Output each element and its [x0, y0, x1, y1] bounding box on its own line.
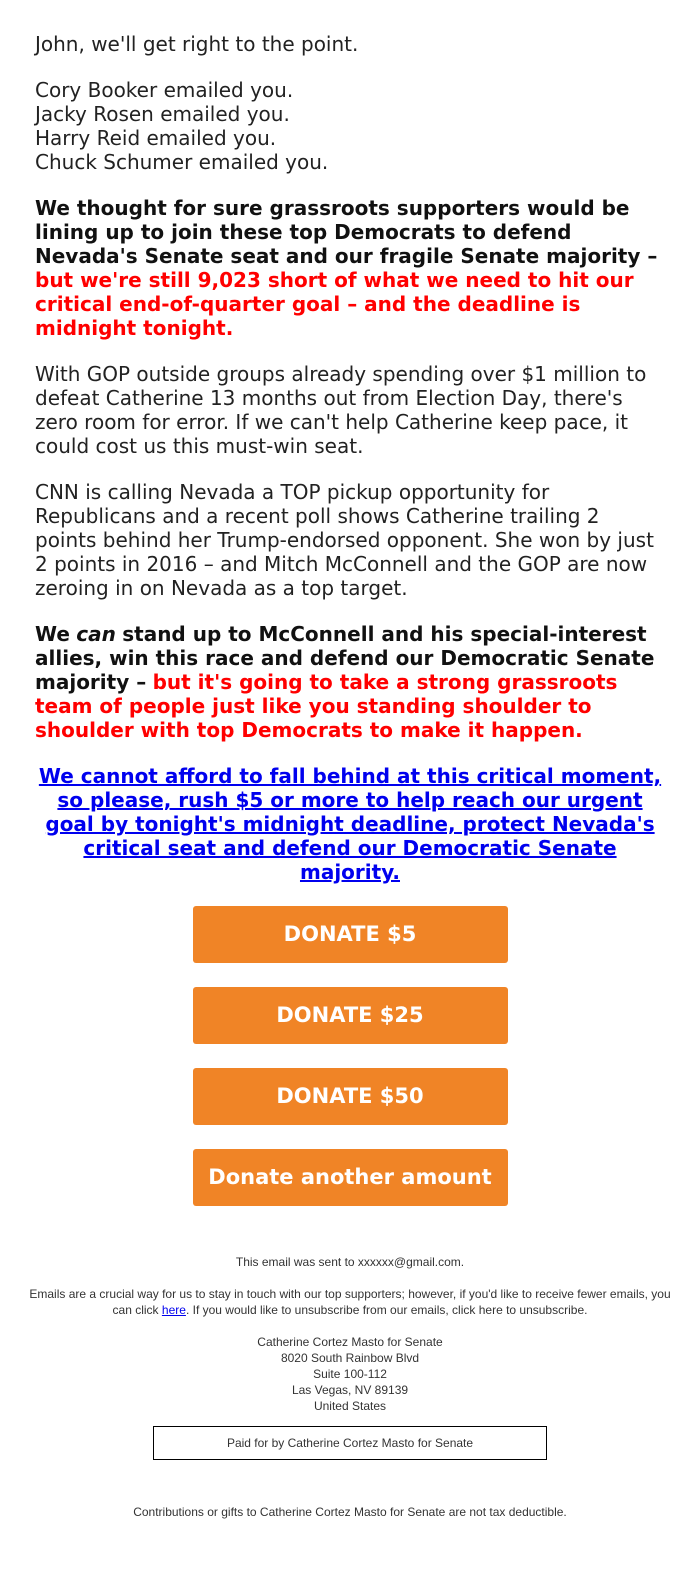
fewer-emails-link[interactable]: here [161, 1303, 186, 1317]
sent-to-email: xxxxxx@gmail.com. [357, 1255, 465, 1269]
donate-50-button[interactable]: DONATE $50 [193, 1068, 508, 1125]
sent-to-prefix: This email was sent to [235, 1255, 355, 1269]
address-line: Suite 100-112 [313, 1367, 387, 1381]
preferences-text: Emails are a crucial way for us to stay in touch with our top supporters; however, if you'd like to receive fewer emails, you can click [29, 1287, 671, 1317]
emailed-list [35, 78, 665, 174]
paid-for-disclaimer: Paid for by Catherine Cortez Masto for Senate [153, 1426, 547, 1460]
address-line: 8020 South Rainbow Blvd [280, 1351, 420, 1365]
emailed-line: Jacky Rosen emailed you. [35, 102, 290, 126]
donate-buttons [35, 906, 665, 1206]
donate-25-button[interactable]: DONATE $25 [193, 987, 508, 1044]
paragraph-bold-text: We thought for sure grassroots supporters would be lining up to join these top Democrats to defend Nevada's Senate seat and our fragile Senate majority – [35, 196, 658, 268]
paragraph-bold-text: stand up to McConnell and his special-interest allies, win this race and defend our Democratic Senate majority – [35, 622, 655, 694]
donate-5-button[interactable]: DONATE $5 [193, 906, 508, 963]
unsubscribe-text: . If you would like to unsubscribe from our emails, click here to unsubscribe. [185, 1303, 588, 1317]
cta-donate-link[interactable]: We cannot afford to fall behind at this critical moment, so please, rush $5 or more to help reach our urgent goal by tonight's midnight deadline, protect Nevada's critical seat and defend our Democratic Senate majority. [38, 764, 662, 884]
paragraph-majority [35, 196, 665, 340]
paragraph-red-text: but we're still 9,023 short of what we need to hit our critical end-of-quarter goal – and the deadline is midnight tonight. [35, 268, 634, 340]
paragraph-red-text: but it's going to take a strong grassroots team of people just like you standing shoulder to shoulder with top Democrats to make it happen. [35, 670, 618, 742]
cta-paragraph [35, 764, 665, 884]
address-line: United States [313, 1399, 387, 1413]
email-footer [0, 1230, 700, 1520]
mailing-address [20, 1334, 680, 1414]
address-line: Las Vegas, NV 89139 [291, 1383, 409, 1397]
emailed-line: Harry Reid emailed you. [35, 126, 277, 150]
paragraph-we: We [35, 622, 70, 646]
donate-other-amount-button[interactable]: Donate another amount [193, 1149, 508, 1206]
emailed-line: Chuck Schumer emailed you. [35, 150, 329, 174]
paragraph-stand-up [35, 622, 665, 742]
paragraph-cnn: CNN is calling Nevada a TOP pickup opportunity for Republicans and a recent poll shows Catherine trailing 2 points behind her Trump-endorsed opponent. She won by just 2 points in 2016 – and Mitch McConnell and the GOP are now zeroing in on Nevada as a top target. [35, 480, 654, 600]
paragraph-can: can [76, 622, 116, 646]
address-line: Catherine Cortez Masto for Senate [257, 1335, 443, 1349]
sent-to-line [20, 1254, 680, 1270]
tax-deductible-note: Contributions or gifts to Catherine Cortez Masto for Senate are not tax deductible. [133, 1505, 567, 1519]
emailed-line: Cory Booker emailed you. [35, 78, 294, 102]
paragraph-gop-spending: With GOP outside groups already spending over $1 million to defeat Catherine 13 months out from Election Day, there's zero room for error. If we can't help Catherine keep pace, it could cost us this must-win seat. [35, 362, 647, 458]
greeting: John, we'll get right to the point. [35, 32, 359, 56]
email-preferences [20, 1286, 680, 1318]
